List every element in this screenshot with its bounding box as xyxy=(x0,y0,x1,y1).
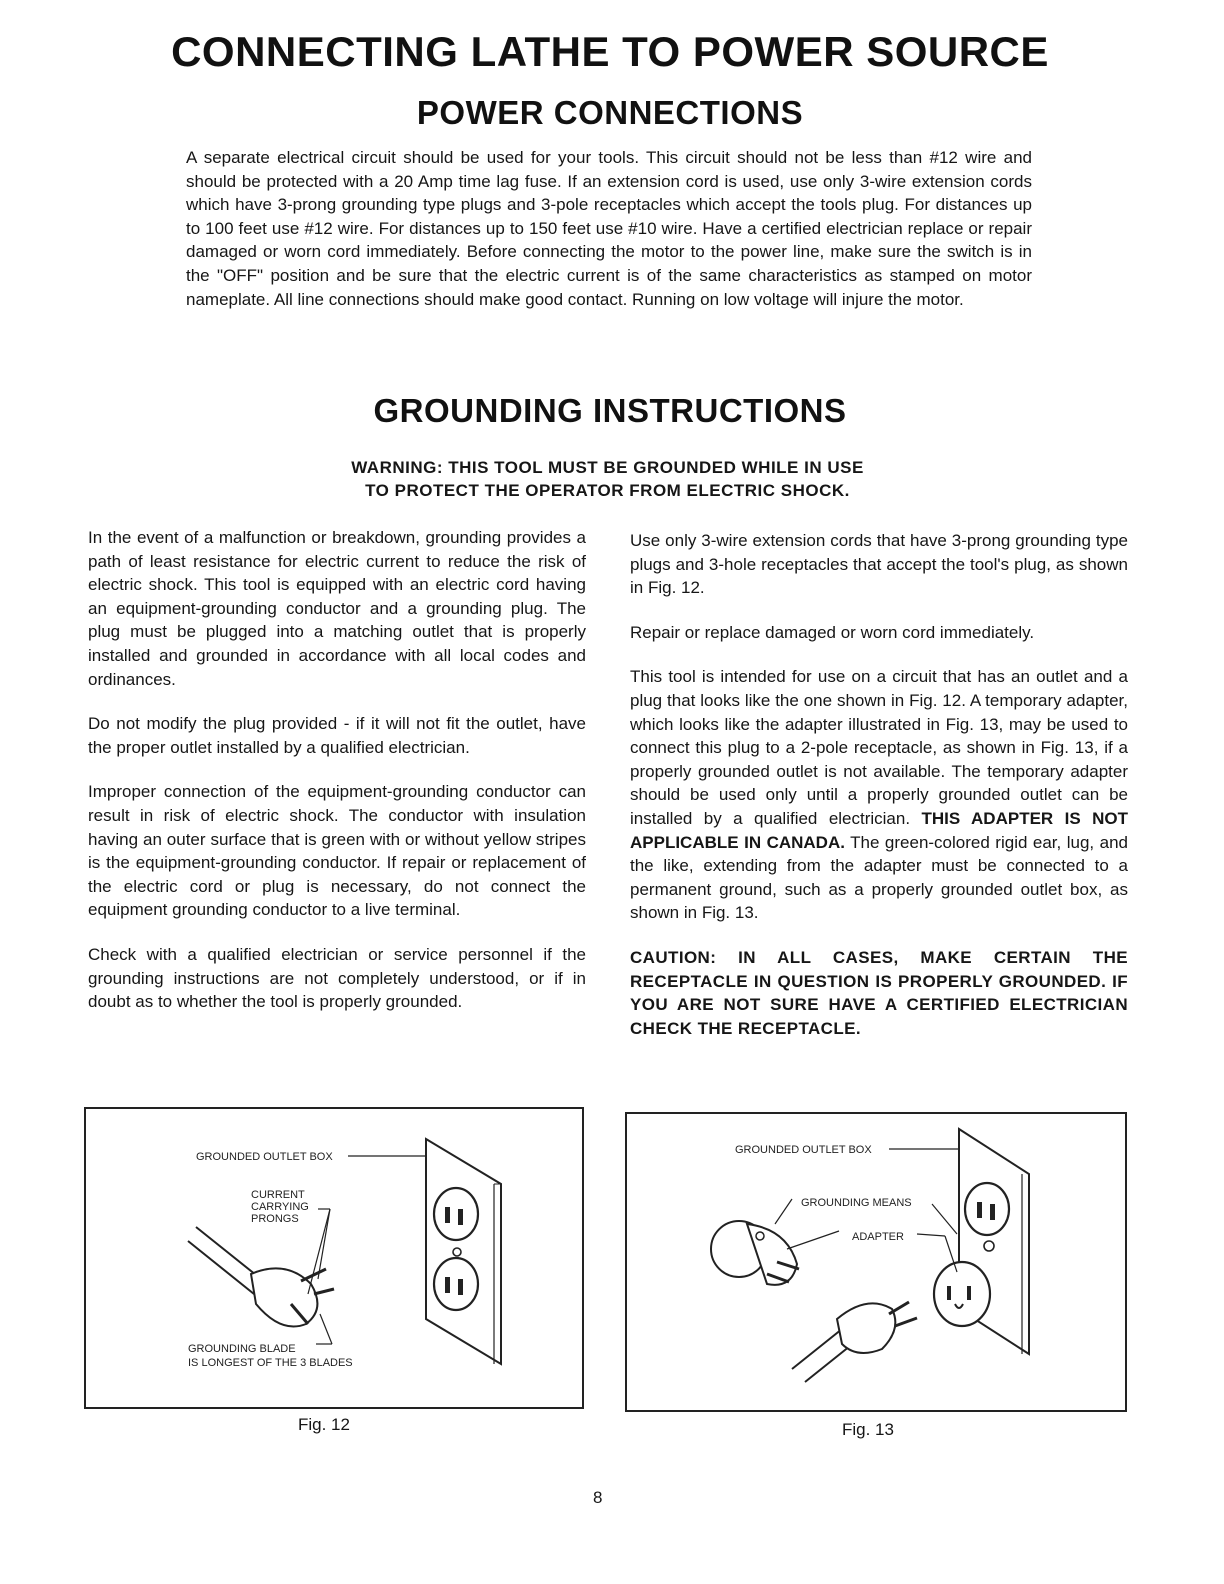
left-column xyxy=(88,526,586,1035)
fig12-drawing xyxy=(86,1109,582,1407)
label-blade-2: IS LONGEST OF THE 3 BLADES xyxy=(188,1357,353,1369)
fig12-caption: Fig. 12 xyxy=(298,1415,350,1434)
fig13-illustration xyxy=(625,1112,1127,1412)
right-column xyxy=(630,529,1128,1061)
warning-line-2: TO PROTECT THE OPERATOR FROM ELECTRIC SHOCK. xyxy=(365,481,850,500)
paragraph: Do not modify the plug provided - if it will not fit the outlet, have the proper outlet installed by a qualified electrician. xyxy=(88,714,586,757)
upper-receptacle-icon xyxy=(965,1183,1009,1235)
grounding-heading: GROUNDING INSTRUCTIONS xyxy=(373,392,847,429)
cord-icon xyxy=(188,1227,261,1294)
label-adapter: ADAPTER xyxy=(852,1231,904,1243)
paragraph: Improper connection of the equipment-grounding conductor can result in risk of electric shock. The conductor with insulation having an outer surface that is green with or without yellow stripes is the equipment-grounding conductor. If repair or replacement of the electric cord or plug is necessary, do not connect the equipment grounding conductor to a live terminal. xyxy=(88,782,586,920)
power-connections-heading: POWER CONNECTIONS xyxy=(416,94,804,131)
adapter-paragraph xyxy=(630,665,1128,925)
page-title: CONNECTING LATHE TO POWER SOURCE xyxy=(171,28,1049,75)
fig13-drawing xyxy=(627,1114,1125,1410)
label-outlet-box: GROUNDED OUTLET BOX xyxy=(196,1151,333,1163)
paragraph: Use only 3-wire extension cords that have 3-prong grounding type plugs and 3-hole receptacles that accept the tool's plug, as shown in Fig. 12. xyxy=(630,531,1128,598)
adapter-text-end: The green-colored rigid ear, lug, and the like, extending from the adapter must be connected to a permanent ground, such as a properly grounded outlet box, as shown in Fig. 13. xyxy=(630,832,1128,923)
power-connections-body: A separate electrical circuit should be used for your tools. This circuit should not be less than #12 wire and should be protected with a 20 Amp time lag fuse. If an extension cord is used, use only 3-wire extension cords which have 3-prong grounding type plugs and 3-pole receptacles which accept the tools plug. For distances up to 100 feet use #12 wire. For distances up to 150 feet use #10 wire. Have a certified electrician replace or repair damaged or worn cord immediately. Before connecting the motor to the power line, make sure the switch is in the "OFF" position and be sure that the electric current is of the same characteristics as stamped on motor nameplate. All line connections should make good contact. Running on low voltage will injure the motor. xyxy=(186,148,1032,309)
grounding-warning xyxy=(200,456,1015,502)
label-prongs-2: CARRYING xyxy=(251,1201,309,1213)
label-prongs-1: CURRENT xyxy=(251,1189,305,1201)
fig13-caption: Fig. 13 xyxy=(842,1420,894,1439)
plugged-adapter-icon xyxy=(934,1262,990,1326)
paragraph: Repair or replace damaged or worn cord immediately. xyxy=(630,622,1035,642)
wall-plate-icon xyxy=(426,1139,501,1364)
plug-icon xyxy=(837,1303,895,1353)
canada-notice: THIS ADAPTER IS NOT APPLICABLE IN CANADA. xyxy=(630,808,1128,852)
fig12-illustration xyxy=(84,1107,584,1409)
paragraph: In the event of a malfunction or breakdown, grounding provides a path of least resistance for electric current to reduce the risk of electric shock. This tool is equipped with an electric cord having an equipment-grounding conductor and a grounding plug. The plug must be plugged into a matching outlet that is properly installed and grounded in accordance with all local codes and ordinances. xyxy=(88,528,586,689)
warning-line-1: WARNING: THIS TOOL MUST BE GROUNDED WHILE IN USE xyxy=(351,458,864,477)
label-outlet-box: GROUNDED OUTLET BOX xyxy=(735,1144,872,1156)
caution-notice: CAUTION: IN ALL CASES, MAKE CERTAIN THE RECEPTACLE IN QUESTION IS PROPERLY GROUNDED. IF YOU ARE NOT SURE HAVE A CERTIFIED ELECTRICIAN CHECK THE RECEPTACLE. xyxy=(630,947,1128,1038)
paragraph: Check with a qualified electrician or service personnel if the grounding instructions are not completely understood, or if in doubt as to whether the tool is properly grounded. xyxy=(88,944,586,1012)
page-number: 8 xyxy=(593,1488,603,1507)
lower-receptacle-icon xyxy=(434,1258,478,1310)
adapter-text-start: This tool is intended for use on a circuit that has an outlet and a plug that looks like the one shown in Fig. 12. A temporary adapter, which looks like the adapter illustrated in Fig. 13, may be used to connect this plug to a 2-pole receptacle, as shown in Fig. 13, if a properly grounded outlet is not available. The temporary adapter should be used only until a properly grounded outlet can be installed by a qualified electrician. xyxy=(630,667,1128,828)
label-prongs-3: PRONGS xyxy=(251,1213,299,1225)
label-grounding-means: GROUNDING MEANS xyxy=(801,1197,912,1209)
label-blade-1: GROUNDING BLADE xyxy=(188,1343,296,1355)
upper-receptacle-icon xyxy=(434,1188,478,1240)
